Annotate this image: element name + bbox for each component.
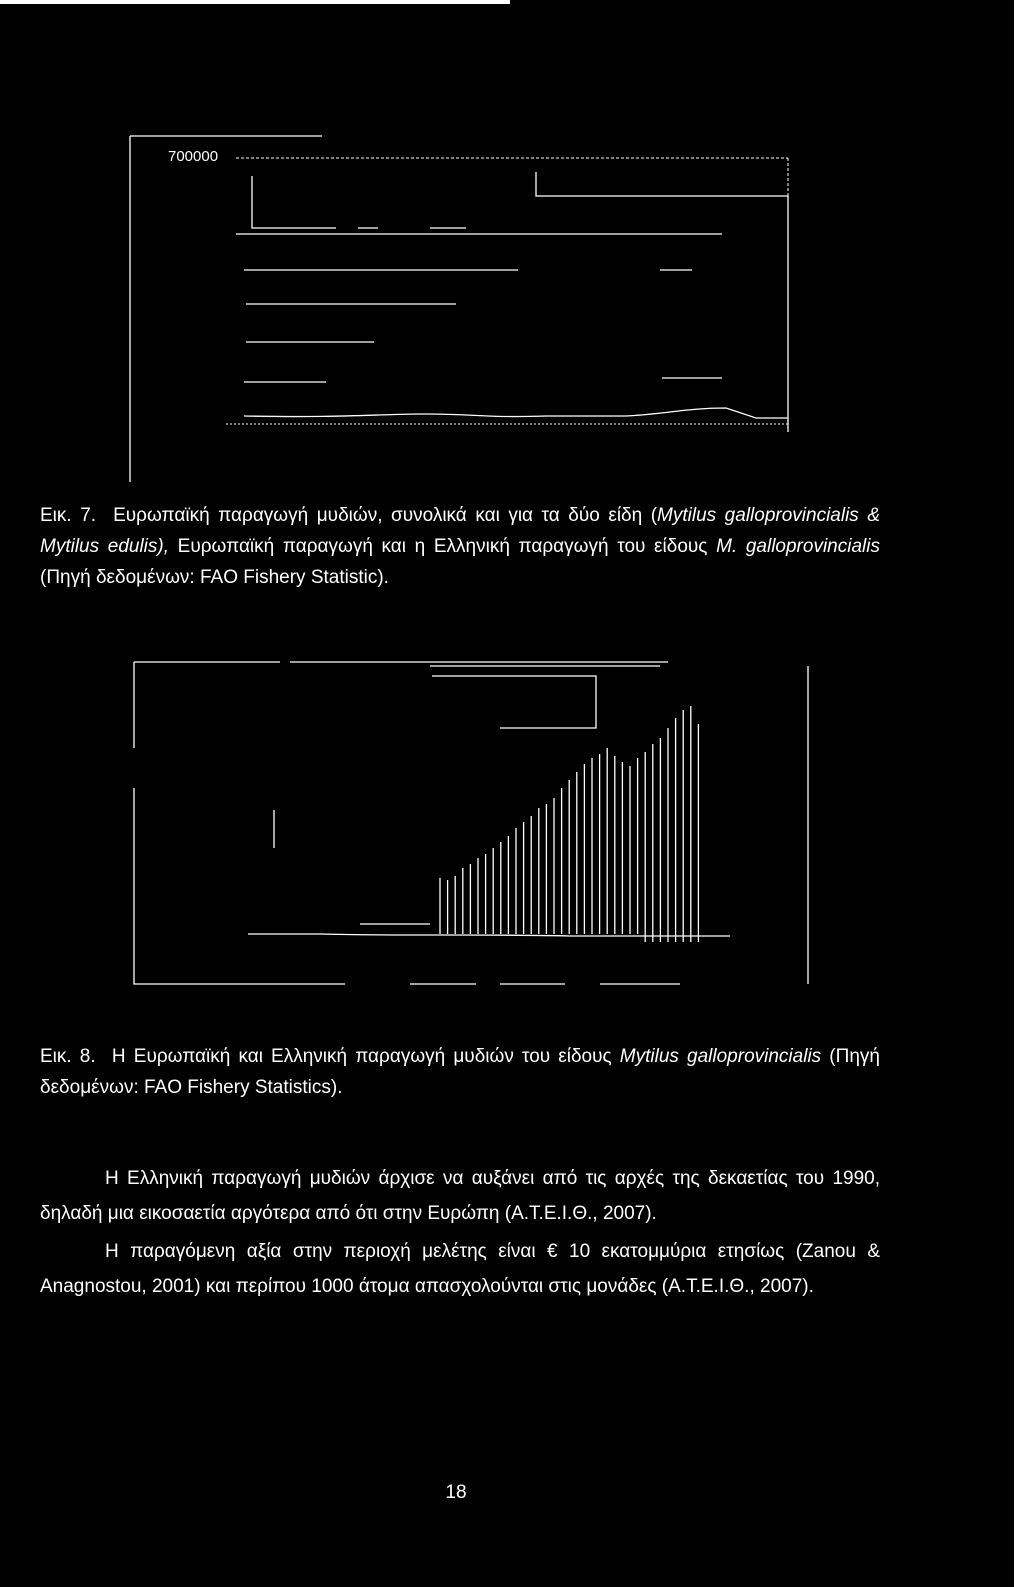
figure-7-caption-text-1: Ευρωπαϊκή παραγωγή μυδιών, συνολικά και για τα δύο είδη (	[113, 505, 658, 526]
body-paragraph-1: Η Ελληνική παραγωγή μυδιών άρχισε να αυξάνει από τις αρχές της δεκαετίας του 1990, δηλαδή μια εικοσαετία αργότερα από ότι στην Ευρώπη (Α.Τ.Ε.Ι.Θ., 2007).	[40, 1168, 880, 1224]
figure-7-caption-label: Εικ. 7.	[40, 505, 97, 526]
figure-7-chart	[126, 132, 806, 492]
figure-8-chart	[130, 658, 815, 990]
figure-8-caption	[40, 1041, 880, 1103]
figure-8-baseline	[248, 934, 730, 936]
figure-8-bars	[440, 706, 698, 942]
figure-7-series-box	[252, 176, 466, 228]
figure-8-caption-text-1: Η Ευρωπαϊκή και Ελληνική παραγωγή μυδιών του είδους	[111, 1046, 620, 1067]
figure-8-caption-label: Εικ. 8.	[40, 1046, 96, 1067]
figure-7-caption-text-3: (Πηγή δεδομένων: FAO Fishery Statistic).	[40, 567, 389, 588]
figure-7-series-6	[244, 408, 788, 418]
figure-7-series-5	[244, 378, 722, 382]
figure-8-legend-box	[432, 676, 596, 728]
page-number: 18	[445, 1482, 467, 1503]
figure-7-series-step	[536, 172, 788, 432]
right-edge-gap	[1010, 0, 1014, 1587]
figure-7-y-tick-top: 700000	[168, 148, 219, 165]
figure-8-caption-text-2: (Πηγή δεδομένων: FAO Fishery Statistics).	[40, 1046, 880, 1098]
figure-8-caption-species: Mytilus galloprovincialis	[619, 1046, 822, 1067]
figure-7-caption-text-2: Ευρωπαϊκή παραγωγή και η Ελληνική παραγωγή του είδους	[169, 536, 717, 557]
body-paragraph-2: Η παραγόμενη αξία στην περιοχή μελέτης είναι € 10 εκατομμύρια ετησίως (Zanou & Anagnostou, 2001) και περίπου 1000 άτομα απασχολούνται στις μονάδες (Α.Τ.Ε.Ι.Θ., 2007).	[40, 1241, 880, 1297]
figure-7-caption-species: Mytilus galloprovincialis & Mytilus edulis),	[40, 505, 881, 557]
top-rule	[0, 0, 510, 4]
figure-7-caption	[40, 500, 880, 593]
figure-8-frame-left	[134, 662, 345, 984]
figure-7-caption-species-2: M. galloprovincialis	[716, 536, 880, 557]
right-edge-rule	[1014, 0, 1024, 1587]
